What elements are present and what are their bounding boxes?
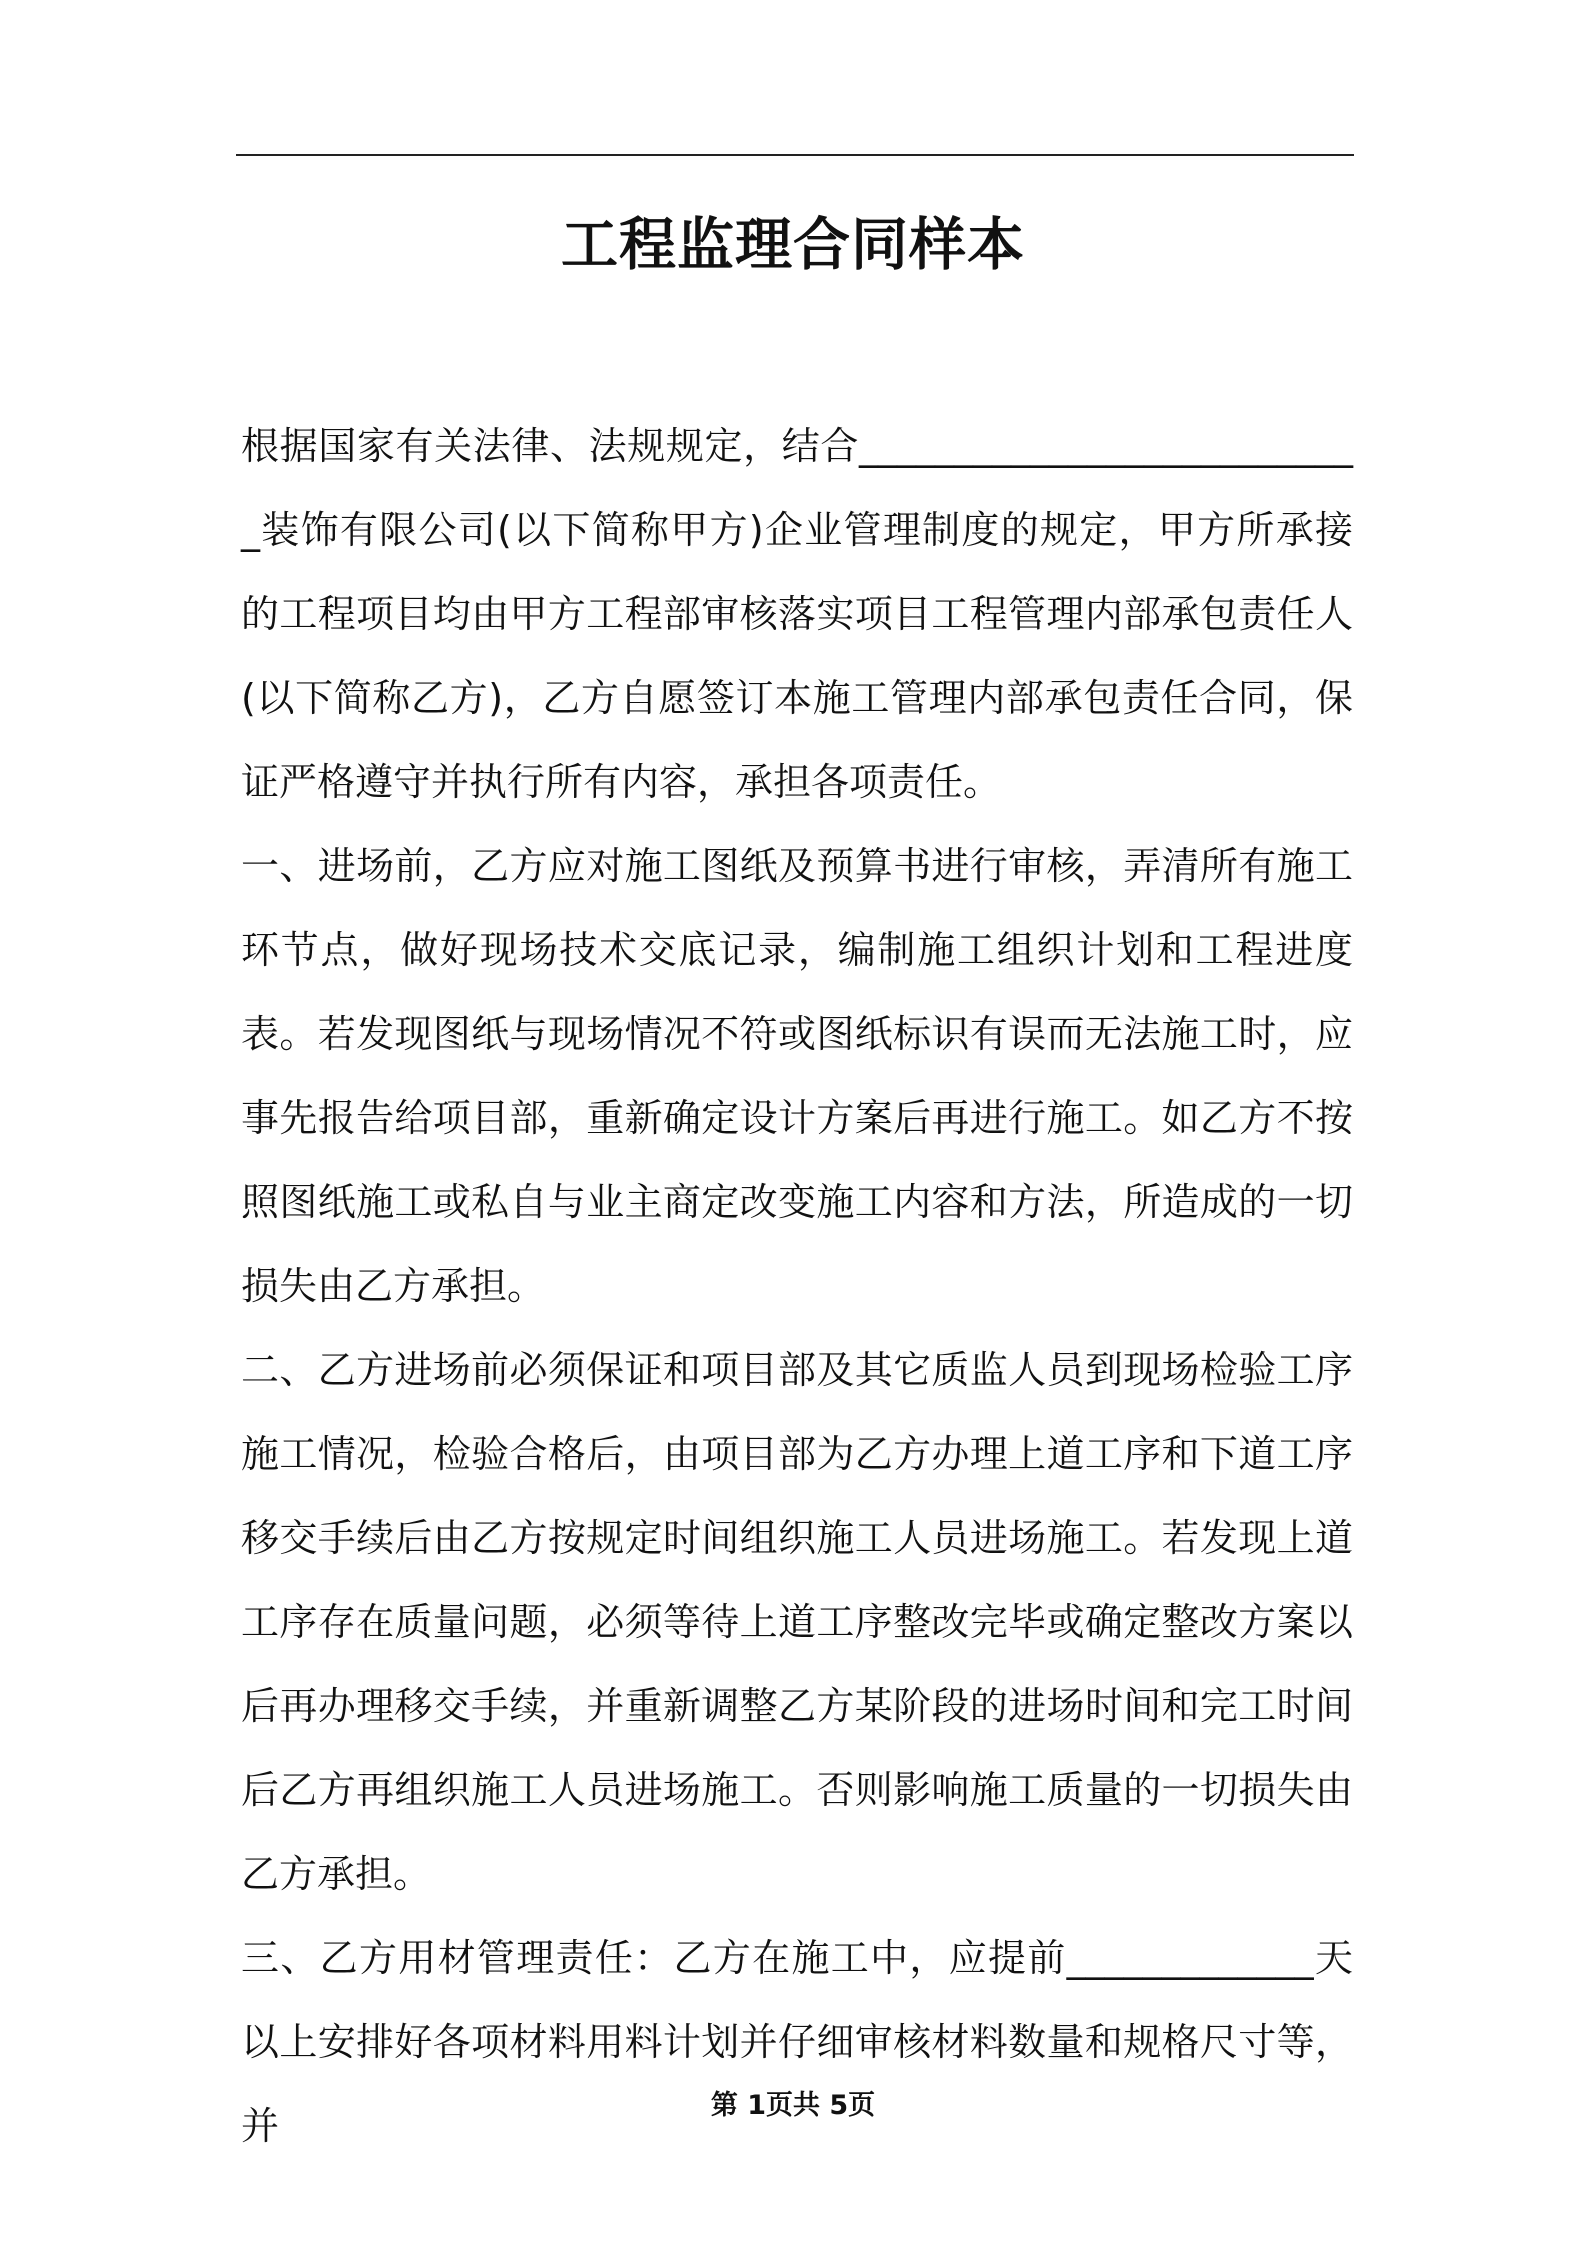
clause-2-paragraph: 二、乙方进场前必须保证和项目部及其它质监人员到现场检验工序施工情况，检验合格后，由项目部为乙方办理上道工序和下道工序移交手续后由乙方按规定时间组织施工人员进场施工。若发现上道工序存在质量问题，必须等待上道工序整改完毕或确定整改方案以后再办理移交手续，并重新调整乙方某阶段的进场时间和完工时间后乙方再组织施工人员进场施工。否则影响施工质量的一切损失由乙方承担。 bbox=[241, 1348, 1353, 1896]
clause-1-paragraph: 一、进场前，乙方应对施工图纸及预算书进行审核，弄清所有施工环节点，做好现场技术交底记录，编制施工组织计划和工程进度表。若发现图纸与现场情况不符或图纸标识有误而无法施工时，应事先报告给项目部，重新确定设计方案后再进行施工。如乙方不按照图纸施工或私自与业主商定改变施工内容和方法，所造成的一切损失由乙方承担。 bbox=[241, 844, 1353, 1308]
document-body bbox=[241, 404, 1353, 2168]
intro-paragraph: 根据国家有关法律、法规规定，结合___________________________装饰有限公司(以下简称甲方)企业管理制度的规定，甲方所承接的工程项目均由甲方工程部审核落实项目工程管理内部承包责任人(以下简称乙方)，乙方自愿签订本施工管理内部承包责任合同，保证严格遵守并执行所有内容，承担各项责任。 bbox=[241, 424, 1353, 804]
header-divider bbox=[236, 154, 1354, 156]
page-number-footer: 第 1页共 5页 bbox=[710, 2090, 876, 2121]
clause-3-paragraph: 三、乙方用材管理责任：乙方在施工中，应提前_____________天以上安排好各项材料用料计划并仔细审核材料数量和规格尺寸等，并 bbox=[241, 1936, 1353, 2148]
document-title: 工程监理合同样本 bbox=[561, 212, 1025, 278]
